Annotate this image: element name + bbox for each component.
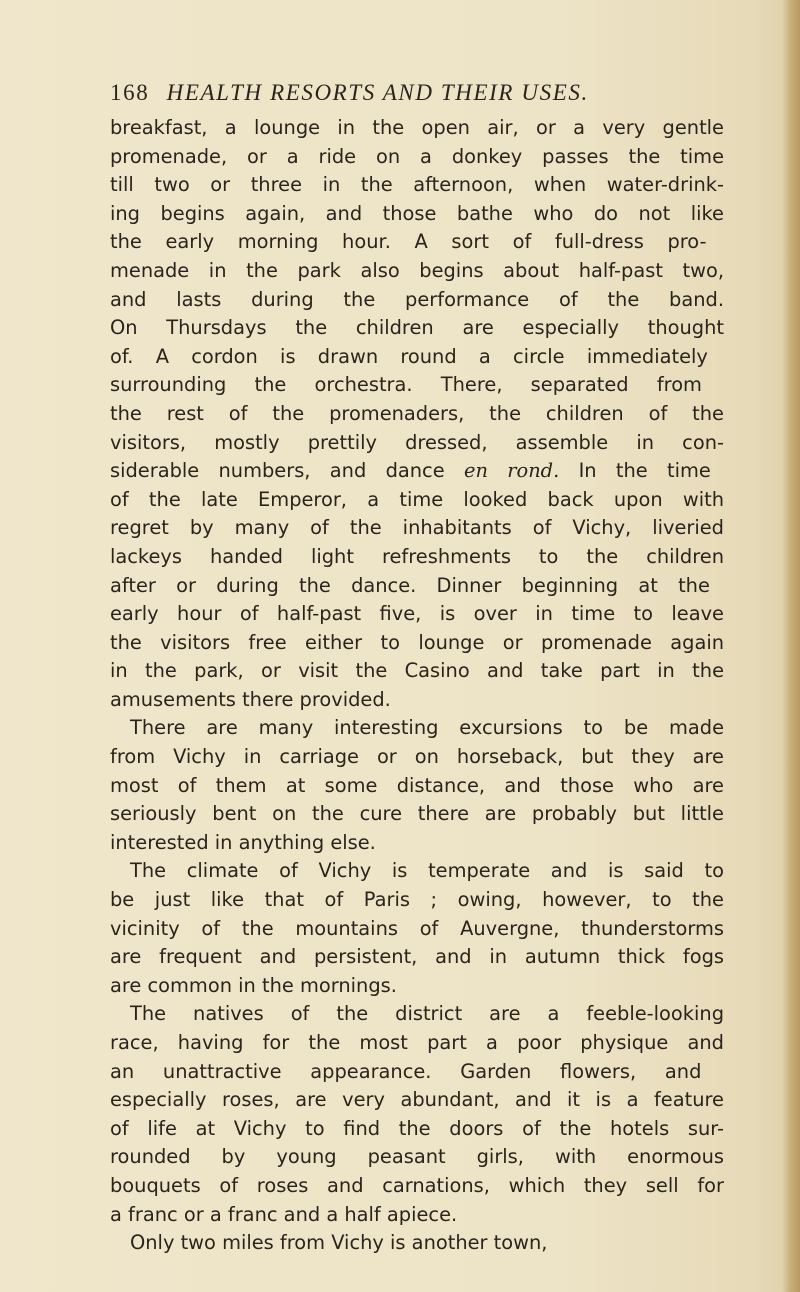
text-line: the visitors free either to lounge or promenade again (110, 630, 724, 654)
text-line: the rest of the promenaders, the children of the (110, 401, 724, 425)
text-line: a franc or a franc and a half apiece. (110, 1202, 458, 1226)
text-line: are common in the mornings. (110, 973, 397, 997)
text-line: There are many interesting excursions to be made (130, 716, 724, 740)
text-line: promenade, or a ride on a donkey passes the time (110, 144, 724, 168)
text-line: regret by many of the inhabitants of Vichy, liveried (110, 516, 724, 540)
text-line: visitors, mostly prettily dressed, assemble in con- (110, 430, 724, 454)
text-line: are frequent and persistent, and in autumn thick fogs (110, 945, 724, 969)
text-line: The climate of Vichy is temperate and is said to (130, 859, 724, 883)
text-line: after or during the dance. Dinner beginning at the (110, 573, 710, 597)
text-line: rounded by young peasant girls, with enormous (110, 1145, 724, 1169)
text-line: be just like that of Paris ; owing, however, to the (110, 888, 724, 912)
text-line: in the park, or visit the Casino and take part in the (110, 659, 724, 683)
text-line: race, having for the most part a poor physique and (110, 1031, 724, 1054)
text-line: vicinity of the mountains of Auvergne, thunderstorms (110, 916, 724, 940)
text-line: surrounding the orchestra. There, separated from (110, 373, 702, 397)
text-line: amusements there provided. (110, 687, 391, 711)
text-segment: In the time (559, 459, 711, 483)
text-line: On Thursdays the children are especially thought (110, 316, 724, 340)
text-line: till two or three in the afternoon, when water-drink- (110, 173, 724, 197)
text-line: especially roses, are very abundant, and it is a feature (110, 1088, 724, 1112)
text-line: interested in anything else. (110, 830, 376, 854)
page-edge (782, 0, 800, 1292)
text-line: ing begins again, and those bathe who do not like (110, 201, 724, 225)
text-line: Only two miles from Vichy is another town, (130, 1231, 548, 1255)
running-head (110, 80, 670, 114)
text-line: breakfast, a lounge in the open air, or a very gentle (110, 116, 724, 139)
text-line: most of them at some distance, and those who are (110, 773, 724, 797)
text-segment: siderable numbers, and dance (110, 459, 464, 483)
text-line: of life at Vichy to find the doors of the hotels sur- (110, 1116, 724, 1140)
text-line: bouquets of roses and carnations, which they sell for (110, 1173, 724, 1197)
text-line: lackeys handed light refreshments to the children (110, 544, 724, 568)
text-line: and lasts during the performance of the band. (110, 287, 724, 311)
text-line: from Vichy in carriage or on horseback, but they are (110, 745, 724, 769)
text-line: an unattractive appearance. Garden flowers, and (110, 1059, 702, 1083)
body-text (110, 114, 724, 1258)
text-line: of the late Emperor, a time looked back upon with (110, 487, 724, 511)
text-line (110, 457, 724, 486)
text-line: early hour of half-past five, is over in time to leave (110, 602, 724, 626)
text-line: seriously bent on the cure there are probably but little (110, 802, 724, 826)
text-line: of. A cordon is drawn round a circle immediately (110, 344, 708, 368)
text-line: menade in the park also begins about half-past two, (110, 258, 724, 282)
page-number: 168 (110, 80, 150, 105)
text-line: The natives of the district are a feeble-looking (130, 1002, 724, 1026)
text-line: the early morning hour. A sort of full-dress pro- (110, 230, 707, 254)
running-title: HEALTH RESORTS AND THEIR USES. (166, 80, 589, 105)
italic-phrase: en rond. (463, 459, 560, 483)
